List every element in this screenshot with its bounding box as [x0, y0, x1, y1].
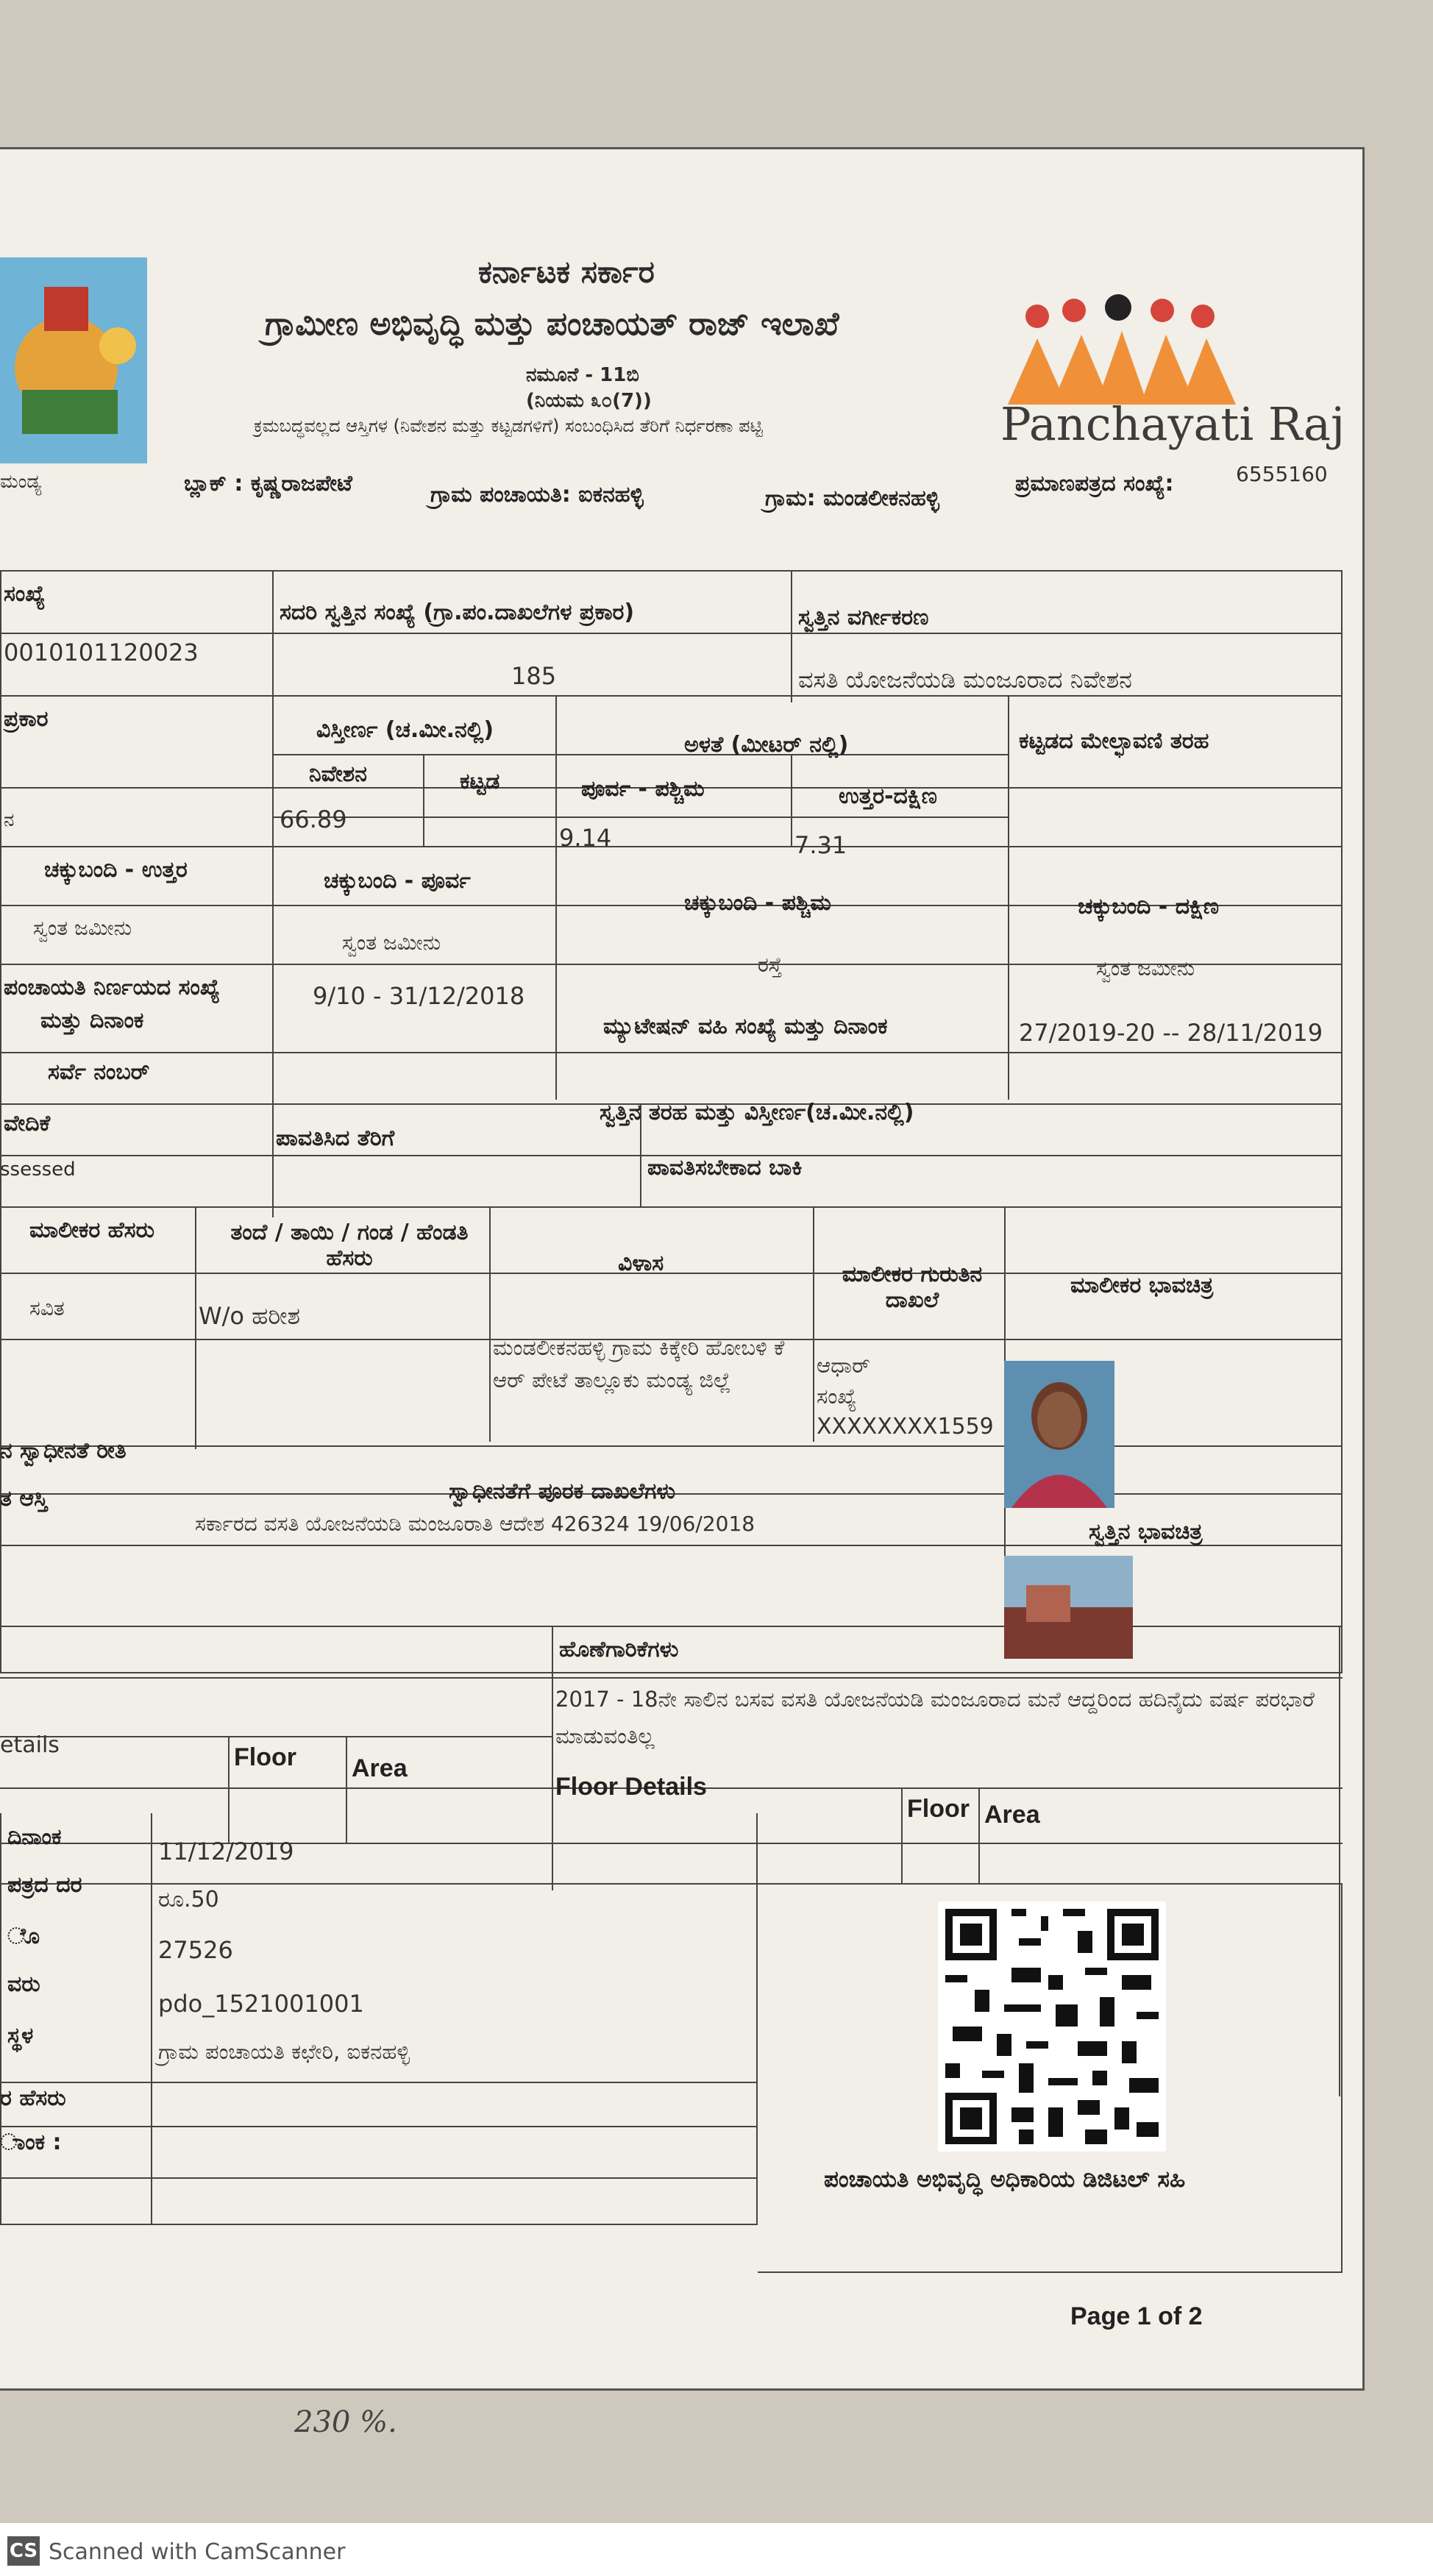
- cert-label: ಪ್ರಮಾಣಪತ್ರದ ಸಂಖ್ಯೆ:: [1015, 471, 1174, 497]
- paid-tax-label: ಪಾವತಿಸಿದ ತೆರಿಗೆ: [276, 1125, 395, 1151]
- area-col-label-2: Area: [984, 1801, 1040, 1829]
- vedike-label: ವೇದಿಕೆ: [4, 1111, 51, 1136]
- owner-label: ಮಾಲೀಕರ ಹೆಸರು: [29, 1217, 155, 1243]
- rate-value: ರೂ.50: [158, 1887, 219, 1913]
- block-label: ಬ್ಲಾಕ್ : ಕೃಷ್ಣರಾಜಪೇಟೆ: [184, 471, 352, 497]
- liabilities-text: 2017 - 18ನೇ ಸಾಲಿನ ಬಸವ ವಸತಿ ಯೋಜನೆಯಡಿ ಮಂಜೂರಾದ ಮನೆ ಆದ್ದರಿಂದ ಹದಿನೈದು ವರ್ಷ ಪರಭಾರೆ ಮಾಡುವಂತಿಲ್ಲ: [555, 1687, 1315, 1748]
- floor-details-label: Floor Details: [555, 1773, 707, 1801]
- resolution-label: ಪಂಚಾಯತಿ ನಿರ್ಣಯದ ಸಂಖ್ಯೆ: [4, 975, 220, 1000]
- district-label: ಮಂಡ್ಯ: [0, 471, 42, 493]
- class-label: ಸ್ವತ್ತಿನ ವರ್ಗೀಕರಣ: [798, 605, 929, 630]
- camscanner-text: Scanned with CamScanner: [49, 2539, 346, 2565]
- south-value: ಸ್ವಂತ ಜಮೀನು: [1096, 956, 1195, 981]
- survey-label: ಸರ್ವೆ ನಂಬರ್: [48, 1059, 150, 1085]
- village-label: ಗ್ರಾಮ: ಮಂಡಲೀಕನಹಳ್ಳಿ: [765, 485, 940, 511]
- cert-number: 6555160: [1236, 462, 1328, 486]
- site-area-value: 66.89: [280, 805, 347, 833]
- ns-value: 7.31: [794, 831, 847, 859]
- issue-date-label: ದಿನಾಂಕ: [7, 1824, 62, 1850]
- gp-label: ಗ್ರಾಮ ಪಂಚಾಯತಿ: ಐಕನಹಳ್ಳಿ: [430, 482, 644, 508]
- asset-label: ತ ಆಸ್ತಿ: [0, 1486, 48, 1512]
- mutation-label: ಮ್ಯುಟೇಷನ್ ವಹಿ ಸಂಖ್ಯೆ ಮತ್ತು ದಿನಾಂಕ: [603, 1014, 888, 1039]
- prop-no-label: ಸದರಿ ಸ್ವತ್ತಿನ ಸಂಖ್ಯೆ (ಗ್ರಾ.ಪಂ.ದಾಖಲೆಗಳ ಪ್ರಕಾರ): [280, 599, 635, 625]
- type-label: ಪ್ರಕಾರ: [4, 706, 49, 732]
- west-label: ಚಕ್ಕುಬಂದಿ - ಪಶ್ಚಿಮ: [684, 890, 831, 916]
- west-value: ರಸ್ತೆ: [758, 953, 783, 977]
- property-id-value: 0010101120023: [4, 638, 199, 666]
- ownership-mode-label: ನ ಸ್ವಾಧೀನತೆ ರೀತಿ: [0, 1438, 127, 1464]
- address-value: ಮಂಡಲೀಕನಹಳ್ಳಿ ಗ್ರಾಮ ಕಿಕ್ಕೇರಿ ಹೋಬಳಿ ಕೆ ಆರ್ ಪೇಟೆ ತಾಲ್ಲೂಕು ಮಂಡ್ಯ ಜಿಲ್ಲೆ: [493, 1335, 785, 1392]
- number-value: 27526: [158, 1936, 233, 1964]
- ew-label: ಪೂರ್ವ - ಪಶ್ಚಿಮ: [581, 776, 705, 802]
- name-label: ರ ಹೆಸರು: [0, 2085, 66, 2111]
- address-label: ವಿಳಾಸ: [618, 1250, 664, 1276]
- ns-label: ಉತ್ತರ-ದಕ್ಷಿಣ: [839, 783, 937, 809]
- owner-name: ಸವಿತ: [29, 1296, 65, 1320]
- mutation-value: 27/2019-20 -- 28/11/2019: [1019, 1019, 1323, 1047]
- owner-photo-label: ಮಾಲೀಕರ ಭಾವಚಿತ್ರ: [1070, 1273, 1214, 1298]
- digital-signature-label: ಪಂಚಾಯತಿ ಅಭಿವೃದ್ಧಿ ಅಧಿಕಾರಿಯ ಡಿಜಿಟಲ್ ಸಹಿ: [824, 2166, 1186, 2193]
- details-label: etails: [0, 1732, 60, 1758]
- page-indicator: Page 1 of 2: [1070, 2302, 1203, 2330]
- prop-no-value: 185: [511, 662, 557, 690]
- measure-label: ಅಳತೆ (ಮೀಟರ್ ನಲ್ಲಿ): [684, 732, 849, 758]
- north-label: ಚಕ್ಕುಬಂದಿ - ಉತ್ತರ: [44, 857, 188, 883]
- ew-value: 9.14: [559, 824, 612, 852]
- property-photo-label: ಸ್ವತ್ತಿನ ಭಾವಚಿತ್ರ: [1089, 1519, 1203, 1545]
- ptype-label: ಸ್ವತ್ತಿನ ತರಹ ಮತ್ತು ವಿಸ್ತೀರ್ಣ(ಚ.ಮೀ.ನಲ್ಲಿ): [600, 1100, 914, 1125]
- relation-value: W/o ಹರೀಶ: [199, 1302, 300, 1330]
- number-label: ೊ: [7, 1924, 40, 1949]
- place-value: ಗ್ರಾಮ ಪಂಚಾಯತಿ ಕಛೇರಿ, ಐಕನಹಳ್ಳಿ: [158, 2039, 410, 2064]
- area-col-label: Area: [352, 1754, 408, 1782]
- subtitle: ಕ್ರಮಬದ್ಧವಲ್ಲದ ಆಸ್ತಿಗಳ (ನಿವೇಶನ ಮತ್ತು ಕಟ್ಟಡಗಳಿಗೆ) ಸಂಬಂಧಿಸಿದ ತೆರಿಗೆ ನಿರ್ಧರಣಾ ಪಟ್ಟಿ: [254, 416, 763, 436]
- issued-by-value: pdo_1521001001: [158, 1990, 364, 2018]
- dept-title: ಗ್ರಾಮೀಣ ಅಭಿವೃದ್ಧಿ ಮತ್ತು ಪಂಚಾಯತ್ ರಾಜ್ ಇಲಾಖೆ: [265, 305, 839, 343]
- resolution-label-2: ಮತ್ತು ದಿನಾಂಕ: [40, 1008, 144, 1033]
- logo-text: Panchayati Raj: [1000, 397, 1345, 451]
- gov-title: ಕರ್ನಾಟಕ ಸರ್ಕಾರ: [478, 254, 655, 290]
- floor-label-2: Floor: [907, 1795, 970, 1823]
- idproof-label: ಮಾಲೀಕರ ಗುರುತಿನ ದಾಖಲೆ: [842, 1262, 983, 1313]
- site-label: ನಿವೇಶನ: [309, 761, 367, 787]
- form-number: ನಮೂನೆ - 11ಬಿ: [526, 364, 639, 386]
- rate-label: ಪತ್ರದ ದರ: [7, 1872, 82, 1898]
- owner-photo: [1004, 1361, 1114, 1508]
- karnataka-emblem-icon: [0, 257, 147, 463]
- assessed-label: ssessed: [0, 1159, 76, 1181]
- id-type: ಆಧಾರ್ ಸಂಖ್ಯೆ: [817, 1353, 870, 1409]
- area-label: ವಿಸ್ತೀರ್ಣ (ಚ.ಮೀ.ನಲ್ಲಿ): [316, 717, 494, 743]
- place-label: ಸ್ಥಳ: [7, 2023, 34, 2049]
- issued-by-label: ವರು: [7, 1971, 40, 1997]
- south-label: ಚಕ್ಕುಬಂದಿ - ದಕ್ಷಿಣ: [1078, 894, 1220, 919]
- issue-table: [0, 1813, 758, 2225]
- east-value: ಸ್ವಂತ ಜಮೀನು: [342, 931, 441, 955]
- date2-label: ಾಂಕ :: [0, 2130, 62, 2155]
- roof-label: ಕಟ್ಟಡದ ಮೇಲ್ಛಾವಣಿ ತರಹ: [1019, 728, 1209, 754]
- camscanner-icon: CS: [7, 2536, 40, 2566]
- relation-label: ತಂದೆ / ತಾಯಿ / ಗಂಡ / ಹೆಂಡತಿ ಹೆಸರು: [230, 1220, 469, 1271]
- due-label: ಪಾವತಿಸಬೇಕಾದ ಬಾಕಿ: [647, 1155, 803, 1181]
- building-label: ಕಟ್ಟಡ: [460, 769, 500, 794]
- qr-code-icon: [938, 1901, 1166, 2152]
- north-value: ಸ್ವಂತ ಜಮೀನು: [33, 916, 132, 940]
- issue-date: 11/12/2019: [158, 1837, 294, 1865]
- rule-number: (ನಿಯಮ ೩೦(7)): [526, 390, 652, 412]
- resolution-value: 9/10 - 31/12/2018: [313, 982, 525, 1010]
- floor-label: Floor: [234, 1743, 296, 1771]
- class-value: ವಸತಿ ಯೋಜನೆಯಡಿ ಮಂಜೂರಾದ ನಿವೇಶನ: [798, 666, 1132, 694]
- handwritten-note: 230 %.: [294, 2405, 397, 2439]
- docs-label: ಸ್ವಾಧೀನತೆಗೆ ಪೂರಕ ದಾಖಲೆಗಳು: [449, 1479, 676, 1504]
- liabilities-label: ಹೊಣೆಗಾರಿಕೆಗಳು: [559, 1637, 679, 1662]
- row-prefix: ನ: [4, 809, 15, 831]
- id-label: ಸಂಖ್ಯೆ: [4, 581, 46, 607]
- docs-value: ಸರ್ಕಾರದ ವಸತಿ ಯೋಜನೆಯಡಿ ಮಂಜೂರಾತಿ ಆದೇಶ 426324 19/06/2018: [195, 1512, 755, 1536]
- east-label: ಚಕ್ಕುಬಂದಿ - ಪೂರ್ವ: [324, 868, 471, 894]
- id-number: XXXXXXXX1559: [817, 1414, 994, 1440]
